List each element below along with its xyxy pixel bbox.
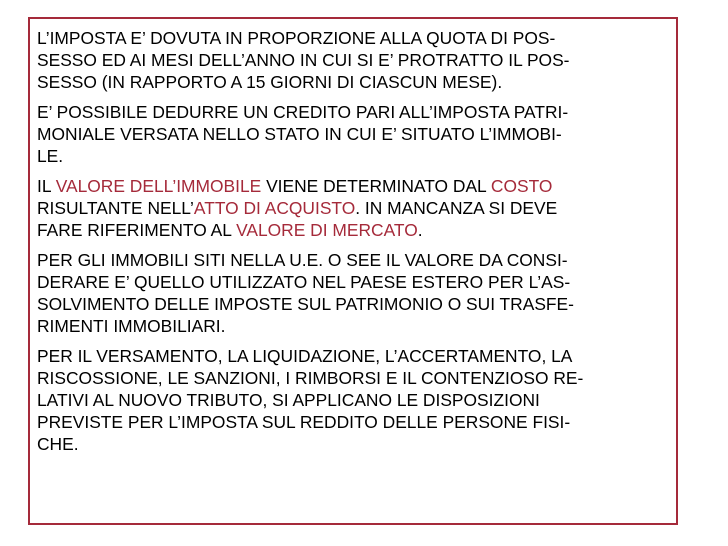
text-segment: . IN MANCANZA SI DEVE xyxy=(355,198,558,218)
text-line: RIMENTI IMMOBILIARI. xyxy=(37,316,226,336)
paragraph-eu-property xyxy=(37,249,676,337)
text-line: RISCOSSIONE, LE SANZIONI, I RIMBORSI E IL CONTENZIOSO RE- xyxy=(37,368,584,388)
text-line: MONIALE VERSATA NELLO STATO IN CUI E’ SITUATO L’IMMOBI- xyxy=(37,124,562,144)
text-line: SESSO ED AI MESI DELL’ANNO IN CUI SI E’ PROTRATTO IL POS- xyxy=(37,50,570,70)
text-segment: . xyxy=(417,220,423,240)
highlight-cost: COSTO xyxy=(490,176,553,196)
slide-text-frame xyxy=(28,17,678,525)
text-line: LE. xyxy=(37,146,64,166)
paragraph-tax-proportion xyxy=(37,27,676,93)
text-line: LATIVI AL NUOVO TRIBUTO, SI APPLICANO LE DISPOSIZIONI xyxy=(37,390,540,410)
text-line: L’IMPOSTA E’ DOVUTA IN PROPORZIONE ALLA QUOTA DI POS- xyxy=(37,28,556,48)
text-segment: RISULTANTE NELL’ xyxy=(37,198,194,218)
text-line: PER GLI IMMOBILI SITI NELLA U.E. O SEE IL VALORE DA CONSI- xyxy=(37,250,568,270)
text-line xyxy=(37,197,676,219)
text-segment: VIENE DETERMINATO DAL xyxy=(261,176,491,196)
paragraph-tax-credit xyxy=(37,101,676,167)
text-line: PREVISTE PER L’IMPOSTA SUL REDDITO DELLE PERSONE FISI- xyxy=(37,412,571,432)
text-line xyxy=(37,175,676,197)
text-line: SESSO (IN RAPPORTO A 15 GIORNI DI CIASCUN MESE). xyxy=(37,72,503,92)
paragraph-property-value xyxy=(37,175,676,241)
highlight-property-value: VALORE DELL’IMMOBILE xyxy=(55,176,262,196)
highlight-purchase-deed: ATTO DI ACQUISTO xyxy=(193,198,356,218)
text-line: PER IL VERSAMENTO, LA LIQUIDAZIONE, L’ACCERTAMENTO, LA xyxy=(37,346,573,366)
text-line: CHE. xyxy=(37,434,79,454)
text-line: SOLVIMENTO DELLE IMPOSTE SUL PATRIMONIO O SUI TRASFE- xyxy=(37,294,574,314)
text-line: DERARE E’ QUELLO UTILIZZATO NEL PAESE ESTERO PER L’AS- xyxy=(37,272,571,292)
paragraph-payment-rules xyxy=(37,345,676,455)
text-segment: FARE RIFERIMENTO AL xyxy=(37,220,237,240)
highlight-market-value: VALORE DI MERCATO xyxy=(236,220,418,240)
text-segment: IL xyxy=(37,176,56,196)
text-line: E’ POSSIBILE DEDURRE UN CREDITO PARI ALL’IMPOSTA PATRI- xyxy=(37,102,569,122)
text-line xyxy=(37,219,676,241)
